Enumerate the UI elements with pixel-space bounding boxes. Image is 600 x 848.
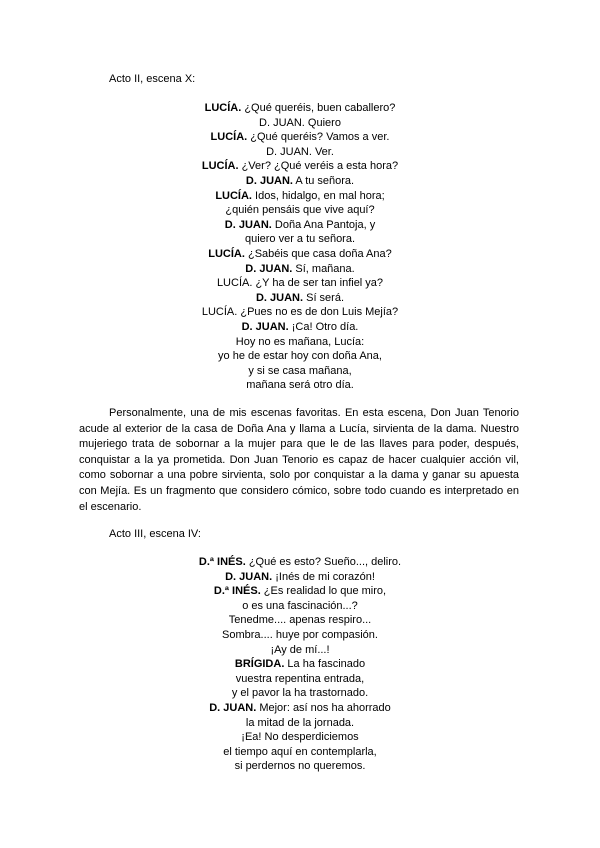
verse-text: ¿Qué es esto? Sueño..., deliro. [245, 556, 402, 568]
verse-text: Idos, hidalgo, en mal hora; [251, 189, 385, 202]
verse-text: ¡Ea! No desperdiciemos [241, 731, 359, 744]
verse-line [100, 555, 500, 570]
verse-text: ¿Es realidad lo que miro, [260, 585, 387, 598]
verse-text: quiero ver a tu señora. [244, 233, 356, 246]
verse-text: si perdernos no queremos. [234, 760, 366, 773]
verse-line [100, 745, 500, 760]
verse-text: yo he de estar hoy con doña Ana, [218, 350, 382, 363]
speaker-name: D. JUAN. [224, 218, 272, 231]
verse-line [100, 686, 500, 701]
verse-line [100, 305, 500, 320]
verse-line [100, 218, 500, 233]
verse-line [100, 628, 500, 643]
speaker-name: LUCÍA. [201, 160, 239, 173]
verse-text: y el pavor la ha trastornado. [231, 687, 369, 700]
verse-text: la mitad de la jornada. [245, 716, 355, 729]
commentary-paragraph: Personalmente, una de mis escenas favoritas. En esta escena, Don Juan Tenorio acude al exterior de la casa de Doña Ana y llama a Lucía, sirvienta de la dama. Nuestro mujeriego trata de sobornar a la mujer para que le de las llaves para poder, después, conquistar a la ya prometida. Don Juan Tenorio es capaz de hacer cualquier acción vil, como sobornar a una pobre sirvienta, solo por conquistar a la dama y ganar su apuesta con Mejía. Es un fragmento que considero cómico, sobre todo cuando es interpretado en el escenario. [79, 407, 519, 513]
section1-verse [100, 101, 500, 393]
verse-text: Sombra.... huye por compasión. [222, 628, 378, 641]
verse-line [100, 101, 500, 116]
speaker-name: LUCÍA. [208, 247, 245, 260]
verse-line [100, 189, 500, 204]
verse-line [100, 364, 500, 379]
verse-line [100, 145, 500, 160]
verse-text: D. JUAN. Quiero [259, 116, 341, 129]
verse-text: Doña Ana Pantoja, y [271, 218, 376, 231]
speaker-name: LUCÍA. [215, 189, 252, 202]
verse-text: ¿Qué queréis? Vamos a ver. [247, 131, 390, 144]
verse-line [100, 247, 500, 262]
verse-line [100, 599, 500, 614]
verse-line [100, 643, 500, 658]
verse-line [100, 320, 500, 335]
speaker-name: D. JUAN. [255, 291, 304, 304]
verse-line [100, 159, 500, 174]
verse-line [100, 613, 500, 628]
verse-line [100, 716, 500, 731]
verse-text: Tenedme.... apenas respiro... [228, 614, 372, 627]
verse-line [100, 130, 500, 145]
section2-verse [100, 555, 500, 774]
verse-text: y si se casa mañana, [248, 364, 352, 377]
verse-line [100, 584, 500, 599]
verse-line [100, 730, 500, 745]
verse-line [100, 174, 500, 189]
verse-line [100, 701, 500, 716]
verse-text: La ha fascinado [284, 658, 366, 671]
verse-text: A tu señora. [292, 174, 355, 187]
verse-text: ¿Ver? ¿Qué veréis a esta hora? [238, 160, 399, 173]
verse-text: LUCÍA. ¿Pues no es de don Luis Mejía? [201, 306, 399, 319]
speaker-name: D. JUAN. [209, 701, 257, 714]
verse-text: ¡Ay de mí...! [270, 643, 330, 656]
verse-text: ¿Qué queréis, buen caballero? [241, 102, 396, 114]
verse-line [100, 276, 500, 291]
speaker-name: BRÍGIDA. [234, 658, 285, 671]
verse-line [100, 335, 500, 350]
verse-text: ¿quién pensáis que vive aquí? [225, 204, 375, 217]
verse-text: Sí será. [303, 291, 345, 304]
verse-text: LUCÍA. ¿Y ha de ser tan infiel ya? [216, 277, 384, 290]
verse-line [100, 349, 500, 364]
verse-line [100, 232, 500, 247]
verse-line [100, 759, 500, 774]
verse-line [100, 203, 500, 218]
verse-line [100, 657, 500, 672]
verse-text: vuestra repentina entrada, [235, 672, 365, 685]
speaker-name: D.ª INÉS. [213, 585, 261, 598]
speaker-name: LUCÍA. [204, 102, 242, 114]
speaker-name: D.ª INÉS. [198, 556, 246, 568]
verse-line [100, 672, 500, 687]
verse-line [100, 262, 500, 277]
verse-line [100, 378, 500, 393]
verse-line [100, 291, 500, 306]
verse-line [100, 570, 500, 585]
speaker-name: LUCÍA. [210, 131, 248, 144]
verse-text: el tiempo aquí en contemplarla, [223, 745, 377, 758]
verse-text: D. JUAN. Ver. [266, 145, 334, 158]
verse-text: o es una fascinación...? [242, 599, 358, 612]
verse-text: ¿Sabéis que casa doña Ana? [244, 247, 392, 260]
verse-text: ¡Ca! Otro día. [288, 320, 359, 333]
verse-text: mañana será otro día. [246, 379, 354, 392]
speaker-name: D. JUAN. [245, 262, 293, 275]
verse-text: ¡Inés de mi corazón! [272, 570, 375, 583]
verse-line [100, 116, 500, 131]
speaker-name: D. JUAN. [245, 174, 293, 187]
verse-text: Sí, mañana. [292, 262, 355, 275]
speaker-name: D. JUAN. [225, 570, 273, 583]
verse-text: Hoy no es mañana, Lucía: [235, 335, 365, 348]
section1-heading: Acto II, escena X: [109, 73, 196, 85]
section2-heading: Acto III, escena IV: [109, 528, 201, 540]
verse-text: Mejor: así nos ha ahorrado [256, 701, 391, 714]
speaker-name: D. JUAN. [241, 320, 289, 333]
